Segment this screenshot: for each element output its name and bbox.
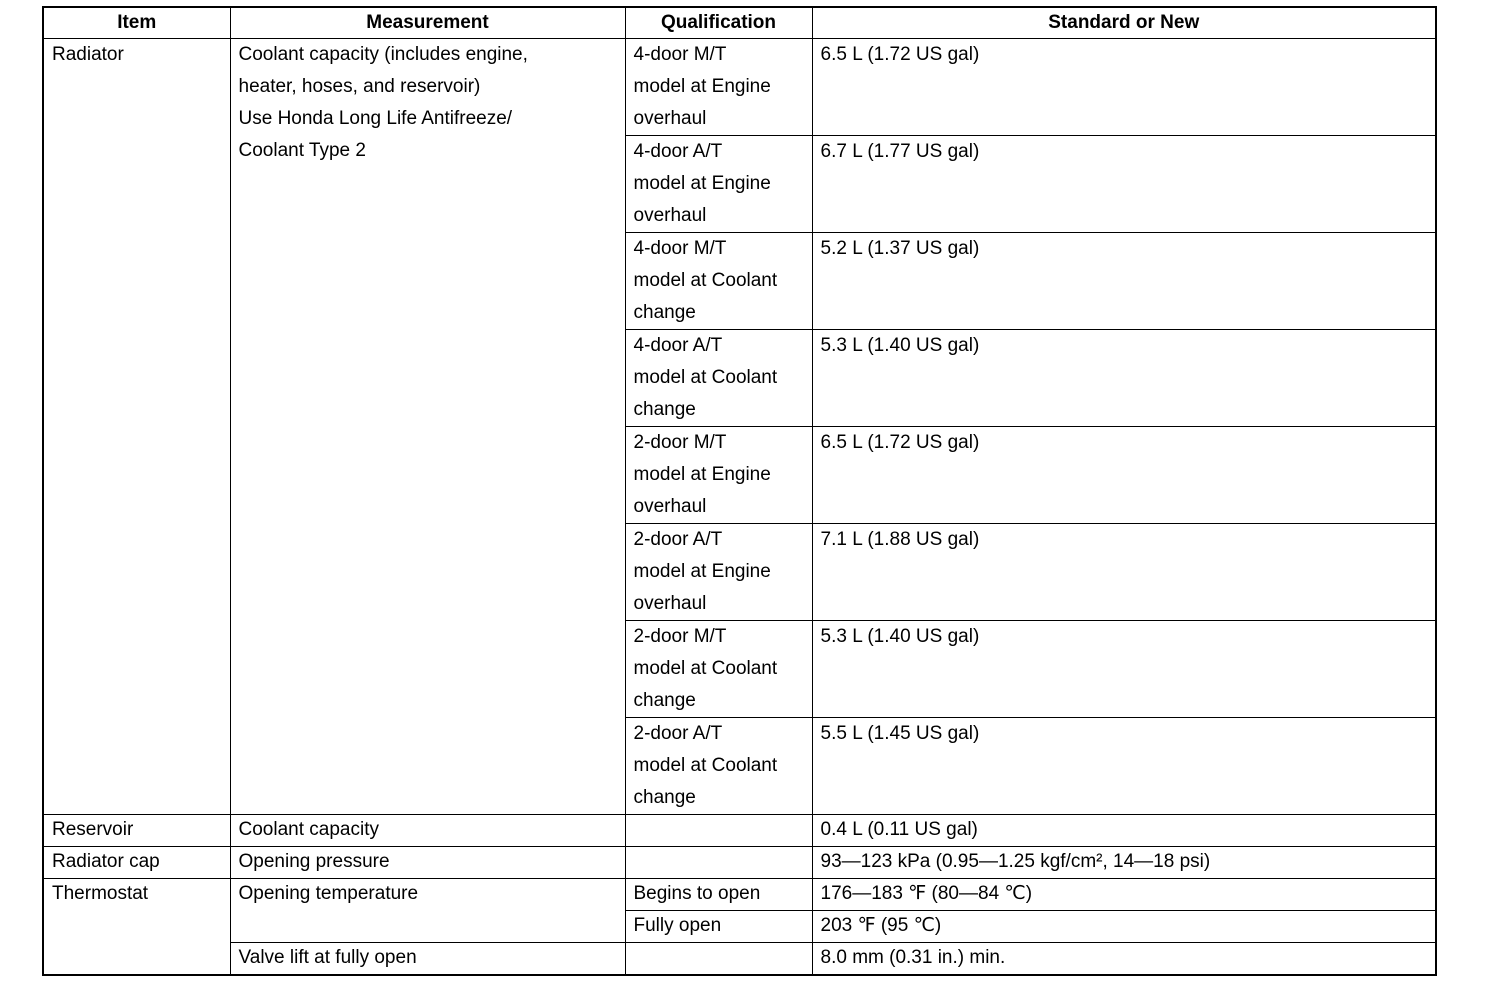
radiator-cap-item-cell: Radiator cap (43, 847, 230, 879)
standard-value-cell: 6.7 L (1.77 US gal) (812, 136, 1436, 233)
qualification-line: overhaul (633, 205, 707, 226)
standard-value-cell: 7.1 L (1.88 US gal) (812, 524, 1436, 621)
qualification-line: 2-door A/T (633, 529, 723, 550)
radiator-item-cell: Radiator (43, 39, 230, 815)
thermostat-item-cell: Thermostat (43, 879, 230, 976)
qualification-line: 4-door A/T (633, 141, 723, 162)
qualification-cell (625, 233, 812, 330)
thermostat-fully-qualification-cell: Fully open (625, 911, 812, 943)
qualification-line: 4-door M/T (633, 44, 727, 65)
table-row-thermostat-lift (43, 943, 1436, 976)
table-row-radiator-cap (43, 847, 1436, 879)
qualification-cell (625, 718, 812, 815)
qualification-line: change (633, 690, 696, 711)
qualification-line: model at Coolant (633, 270, 778, 291)
reservoir-qualification-cell (625, 815, 812, 847)
table-row (43, 39, 1436, 136)
qualification-line: model at Engine (633, 464, 771, 485)
thermostat-lift-value-cell: 8.0 mm (0.31 in.) min. (812, 943, 1436, 976)
specification-table (42, 6, 1437, 976)
qualification-line: 2-door M/T (633, 432, 727, 453)
qualification-line: overhaul (633, 593, 707, 614)
radiator-cap-qualification-cell (625, 847, 812, 879)
reservoir-measurement-cell: Coolant capacity (230, 815, 625, 847)
standard-value-cell: 6.5 L (1.72 US gal) (812, 39, 1436, 136)
qualification-line: change (633, 302, 696, 323)
radiator-cap-measurement-cell: Opening pressure (230, 847, 625, 879)
thermostat-measurement-cell: Opening temperature (230, 879, 625, 943)
qualification-line: model at Engine (633, 561, 771, 582)
measurement-line: Coolant Type 2 (238, 140, 366, 161)
radiator-measurement-cell (230, 39, 625, 815)
standard-value-cell: 6.5 L (1.72 US gal) (812, 427, 1436, 524)
qualification-cell (625, 621, 812, 718)
qualification-line: 4-door M/T (633, 238, 727, 259)
measurement-line: Coolant capacity (includes engine, (238, 44, 528, 65)
qualification-line: 2-door A/T (633, 723, 723, 744)
reservoir-item-cell: Reservoir (43, 815, 230, 847)
reservoir-value-cell: 0.4 L (0.11 US gal) (812, 815, 1436, 847)
header-measurement: Measurement (230, 7, 625, 39)
qualification-line: model at Coolant (633, 367, 778, 388)
thermostat-begins-qualification-cell: Begins to open (625, 879, 812, 911)
qualification-cell (625, 136, 812, 233)
thermostat-lift-measurement-cell: Valve lift at fully open (230, 943, 625, 976)
qualification-line: model at Engine (633, 173, 771, 194)
qualification-cell (625, 524, 812, 621)
qualification-line: model at Coolant (633, 755, 778, 776)
qualification-line: overhaul (633, 108, 707, 129)
standard-value-cell: 5.2 L (1.37 US gal) (812, 233, 1436, 330)
qualification-line: overhaul (633, 496, 707, 517)
qualification-line: model at Engine (633, 76, 771, 97)
thermostat-lift-qualification-cell (625, 943, 812, 976)
qualification-line: 2-door M/T (633, 626, 727, 647)
qualification-line: model at Coolant (633, 658, 778, 679)
thermostat-fully-value-cell: 203 ℉ (95 ℃) (812, 911, 1436, 943)
standard-value-cell: 5.3 L (1.40 US gal) (812, 621, 1436, 718)
qualification-cell (625, 427, 812, 524)
header-row (43, 7, 1436, 39)
radiator-cap-value-cell: 93—123 kPa (0.95—1.25 kgf/cm², 14—18 psi) (812, 847, 1436, 879)
measurement-line: heater, hoses, and reservoir) (238, 76, 481, 97)
qualification-cell (625, 39, 812, 136)
header-standard: Standard or New (812, 7, 1436, 39)
qualification-line: 4-door A/T (633, 335, 723, 356)
header-item: Item (43, 7, 230, 39)
qualification-line: change (633, 787, 696, 808)
measurement-line: Use Honda Long Life Antifreeze/ (238, 108, 513, 129)
table-row-thermostat-begins (43, 879, 1436, 911)
qualification-line: change (633, 399, 696, 420)
table-row-reservoir (43, 815, 1436, 847)
thermostat-begins-value-cell: 176—183 ℉ (80—84 ℃) (812, 879, 1436, 911)
qualification-cell (625, 330, 812, 427)
header-qualification: Qualification (625, 7, 812, 39)
standard-value-cell: 5.5 L (1.45 US gal) (812, 718, 1436, 815)
standard-value-cell: 5.3 L (1.40 US gal) (812, 330, 1436, 427)
